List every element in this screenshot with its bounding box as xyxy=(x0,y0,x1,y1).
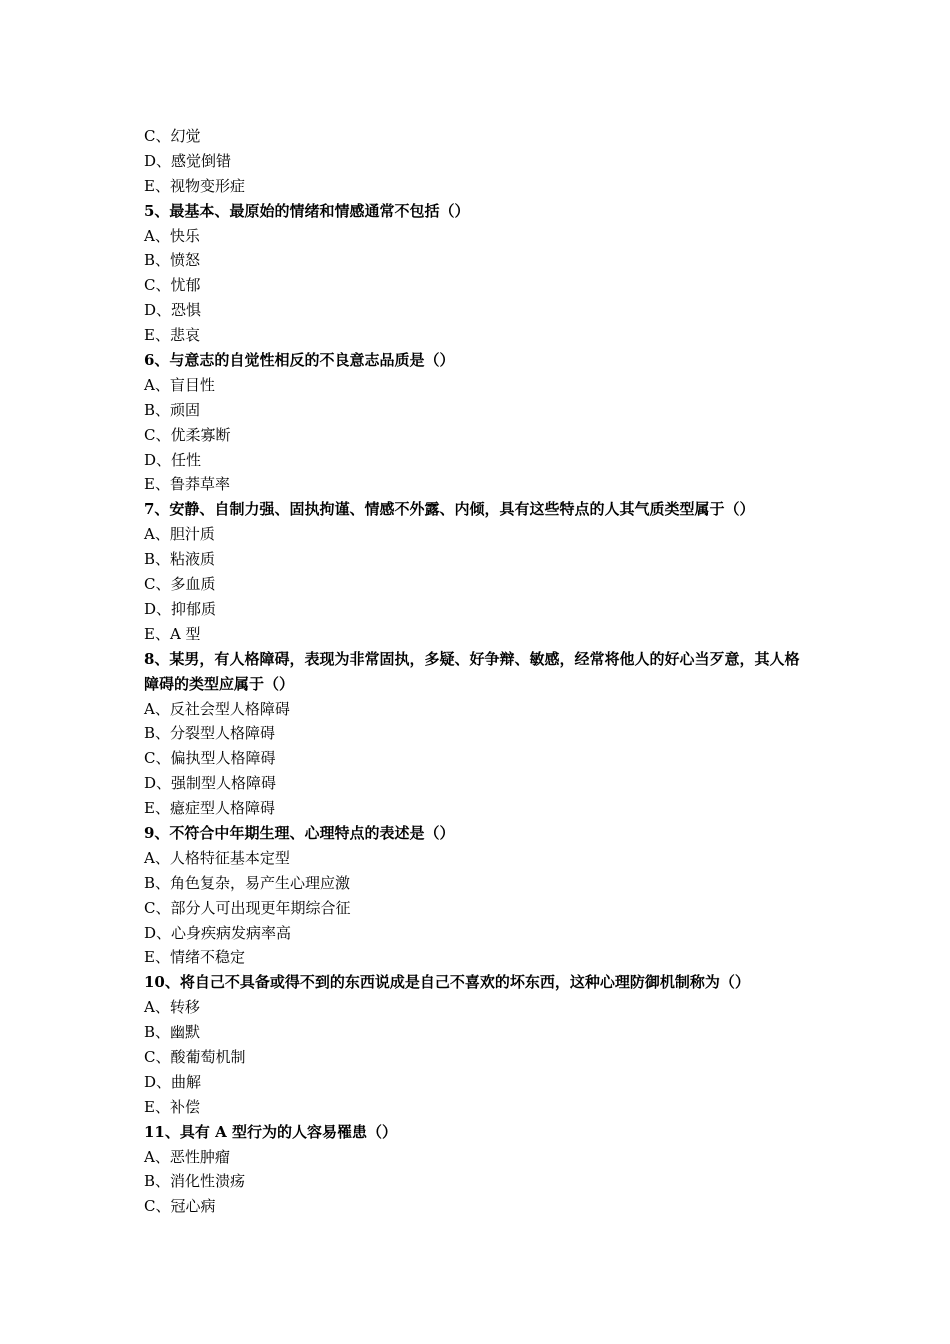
answer-option: C、部分人可出现更年期综合征 xyxy=(144,898,351,917)
answer-option: D、心身疾病发病率高 xyxy=(144,923,292,942)
answer-option: C、偏执型人格障碍 xyxy=(144,749,276,768)
question-text: 10、将自己不具备或得不到的东西说成是自己不喜欢的坏东西，这种心理防御机制称为（） xyxy=(144,973,750,992)
answer-option: D、抑郁质 xyxy=(144,599,217,618)
question-text: 8、某男，有人格障碍，表现为非常固执，多疑、好争辩、敏感，经常将他人的好心当歹意，其人格障碍的类型应属于（） xyxy=(144,649,800,693)
answer-option: A、转移 xyxy=(144,998,200,1017)
answer-option: B、分裂型人格障碍 xyxy=(144,724,276,743)
answer-option: A、盲目性 xyxy=(144,375,215,394)
answer-option: B、消化性溃疡 xyxy=(144,1172,246,1191)
answer-option: A、人格特征基本定型 xyxy=(144,848,290,867)
document-page xyxy=(144,124,814,1219)
answer-option: B、愤怒 xyxy=(144,251,201,270)
question-text: 7、安静、自制力强、固执拘谨、情感不外露、内倾，具有这些特点的人其气质类型属于（） xyxy=(144,500,755,519)
answer-option: B、粘液质 xyxy=(144,550,216,569)
answer-option: D、感觉倒错 xyxy=(144,151,232,170)
answer-option: C、忧郁 xyxy=(144,276,201,295)
answer-option: A、反社会型人格障碍 xyxy=(144,699,290,718)
answer-option: E、癔症型人格障碍 xyxy=(144,799,275,818)
answer-option: E、视物变形症 xyxy=(144,176,245,195)
answer-option: E、A 型 xyxy=(144,624,201,643)
answer-option: C、多血质 xyxy=(144,575,216,594)
answer-option: A、快乐 xyxy=(144,226,200,245)
answer-option: A、胆汁质 xyxy=(144,525,215,544)
answer-option: B、幽默 xyxy=(144,1023,201,1042)
question-text: 5、最基本、最原始的情绪和情感通常不包括（） xyxy=(144,201,470,220)
answer-option: E、鲁莽草率 xyxy=(144,475,230,494)
question-text: 11、具有 A 型行为的人容易罹患（） xyxy=(144,1122,397,1141)
answer-option: C、幻觉 xyxy=(144,127,201,145)
answer-option: B、顽固 xyxy=(144,400,201,419)
answer-option: E、情绪不稳定 xyxy=(144,948,245,967)
answer-option: C、优柔寡断 xyxy=(144,425,231,444)
answer-option: B、角色复杂，易产生心理应激 xyxy=(144,873,351,892)
answer-option: E、补偿 xyxy=(144,1097,200,1116)
question-text: 6、与意志的自觉性相反的不良意志品质是（） xyxy=(144,351,455,370)
answer-option: E、悲哀 xyxy=(144,326,200,345)
answer-option: D、曲解 xyxy=(144,1072,202,1091)
question-text: 9、不符合中年期生理、心理特点的表述是（） xyxy=(144,823,455,842)
answer-option: C、冠心病 xyxy=(144,1197,216,1216)
answer-option: A、恶性肿瘤 xyxy=(144,1147,230,1166)
answer-option: D、任性 xyxy=(144,450,202,469)
answer-option: C、酸葡萄机制 xyxy=(144,1047,246,1066)
answer-option: D、强制型人格障碍 xyxy=(144,774,277,793)
answer-option: D、恐惧 xyxy=(144,301,202,320)
